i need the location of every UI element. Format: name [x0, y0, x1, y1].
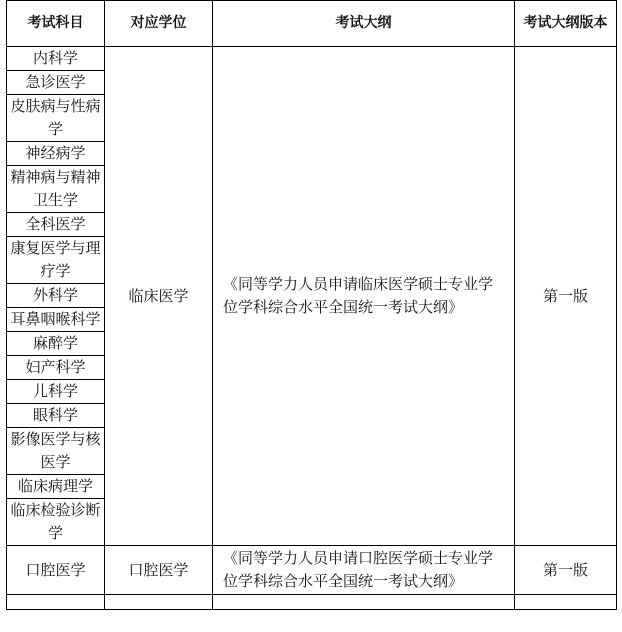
subject-cell-dental: 口腔医学 [7, 546, 105, 595]
table-row [7, 47, 617, 71]
subject-cell: 皮肤病与性病学 [7, 95, 105, 142]
degree-cell-clinical: 临床医学 [105, 47, 213, 546]
outline-cell-dental: 《同等学力人员申请口腔医学硕士专业学位学科综合水平全国统一考试大纲》 [213, 546, 515, 595]
header-row [7, 1, 617, 47]
table-row [7, 546, 617, 595]
subject-cell: 全科医学 [7, 213, 105, 237]
header-subject: 考试科目 [7, 1, 105, 47]
subject-cell: 康复医学与理疗学 [7, 237, 105, 284]
subject-cell: 麻醉学 [7, 332, 105, 356]
exam-outline-table [6, 0, 617, 610]
subject-cell: 精神病与精神卫生学 [7, 166, 105, 213]
header-outline: 考试大纲 [213, 1, 515, 47]
subject-cell: 临床检验诊断学 [7, 499, 105, 546]
table-row [7, 595, 617, 610]
version-cell-clinical: 第一版 [515, 47, 617, 546]
subject-cell: 耳鼻咽喉科学 [7, 308, 105, 332]
subject-cell: 神经病学 [7, 142, 105, 166]
version-cell-dental: 第一版 [515, 546, 617, 595]
subject-cell: 临床病理学 [7, 475, 105, 499]
subject-cell: 妇产科学 [7, 356, 105, 380]
subject-cell: 急诊医学 [7, 71, 105, 95]
degree-cell-dental: 口腔医学 [105, 546, 213, 595]
subject-cell: 影像医学与核医学 [7, 428, 105, 475]
subject-cell: 眼科学 [7, 404, 105, 428]
header-degree: 对应学位 [105, 1, 213, 47]
subject-cell: 外科学 [7, 284, 105, 308]
subject-cell: 内科学 [7, 47, 105, 71]
subject-cell: 儿科学 [7, 380, 105, 404]
outline-cell-clinical: 《同等学力人员申请临床医学硕士专业学位学科综合水平全国统一考试大纲》 [213, 47, 515, 546]
header-version: 考试大纲版本 [515, 1, 617, 47]
